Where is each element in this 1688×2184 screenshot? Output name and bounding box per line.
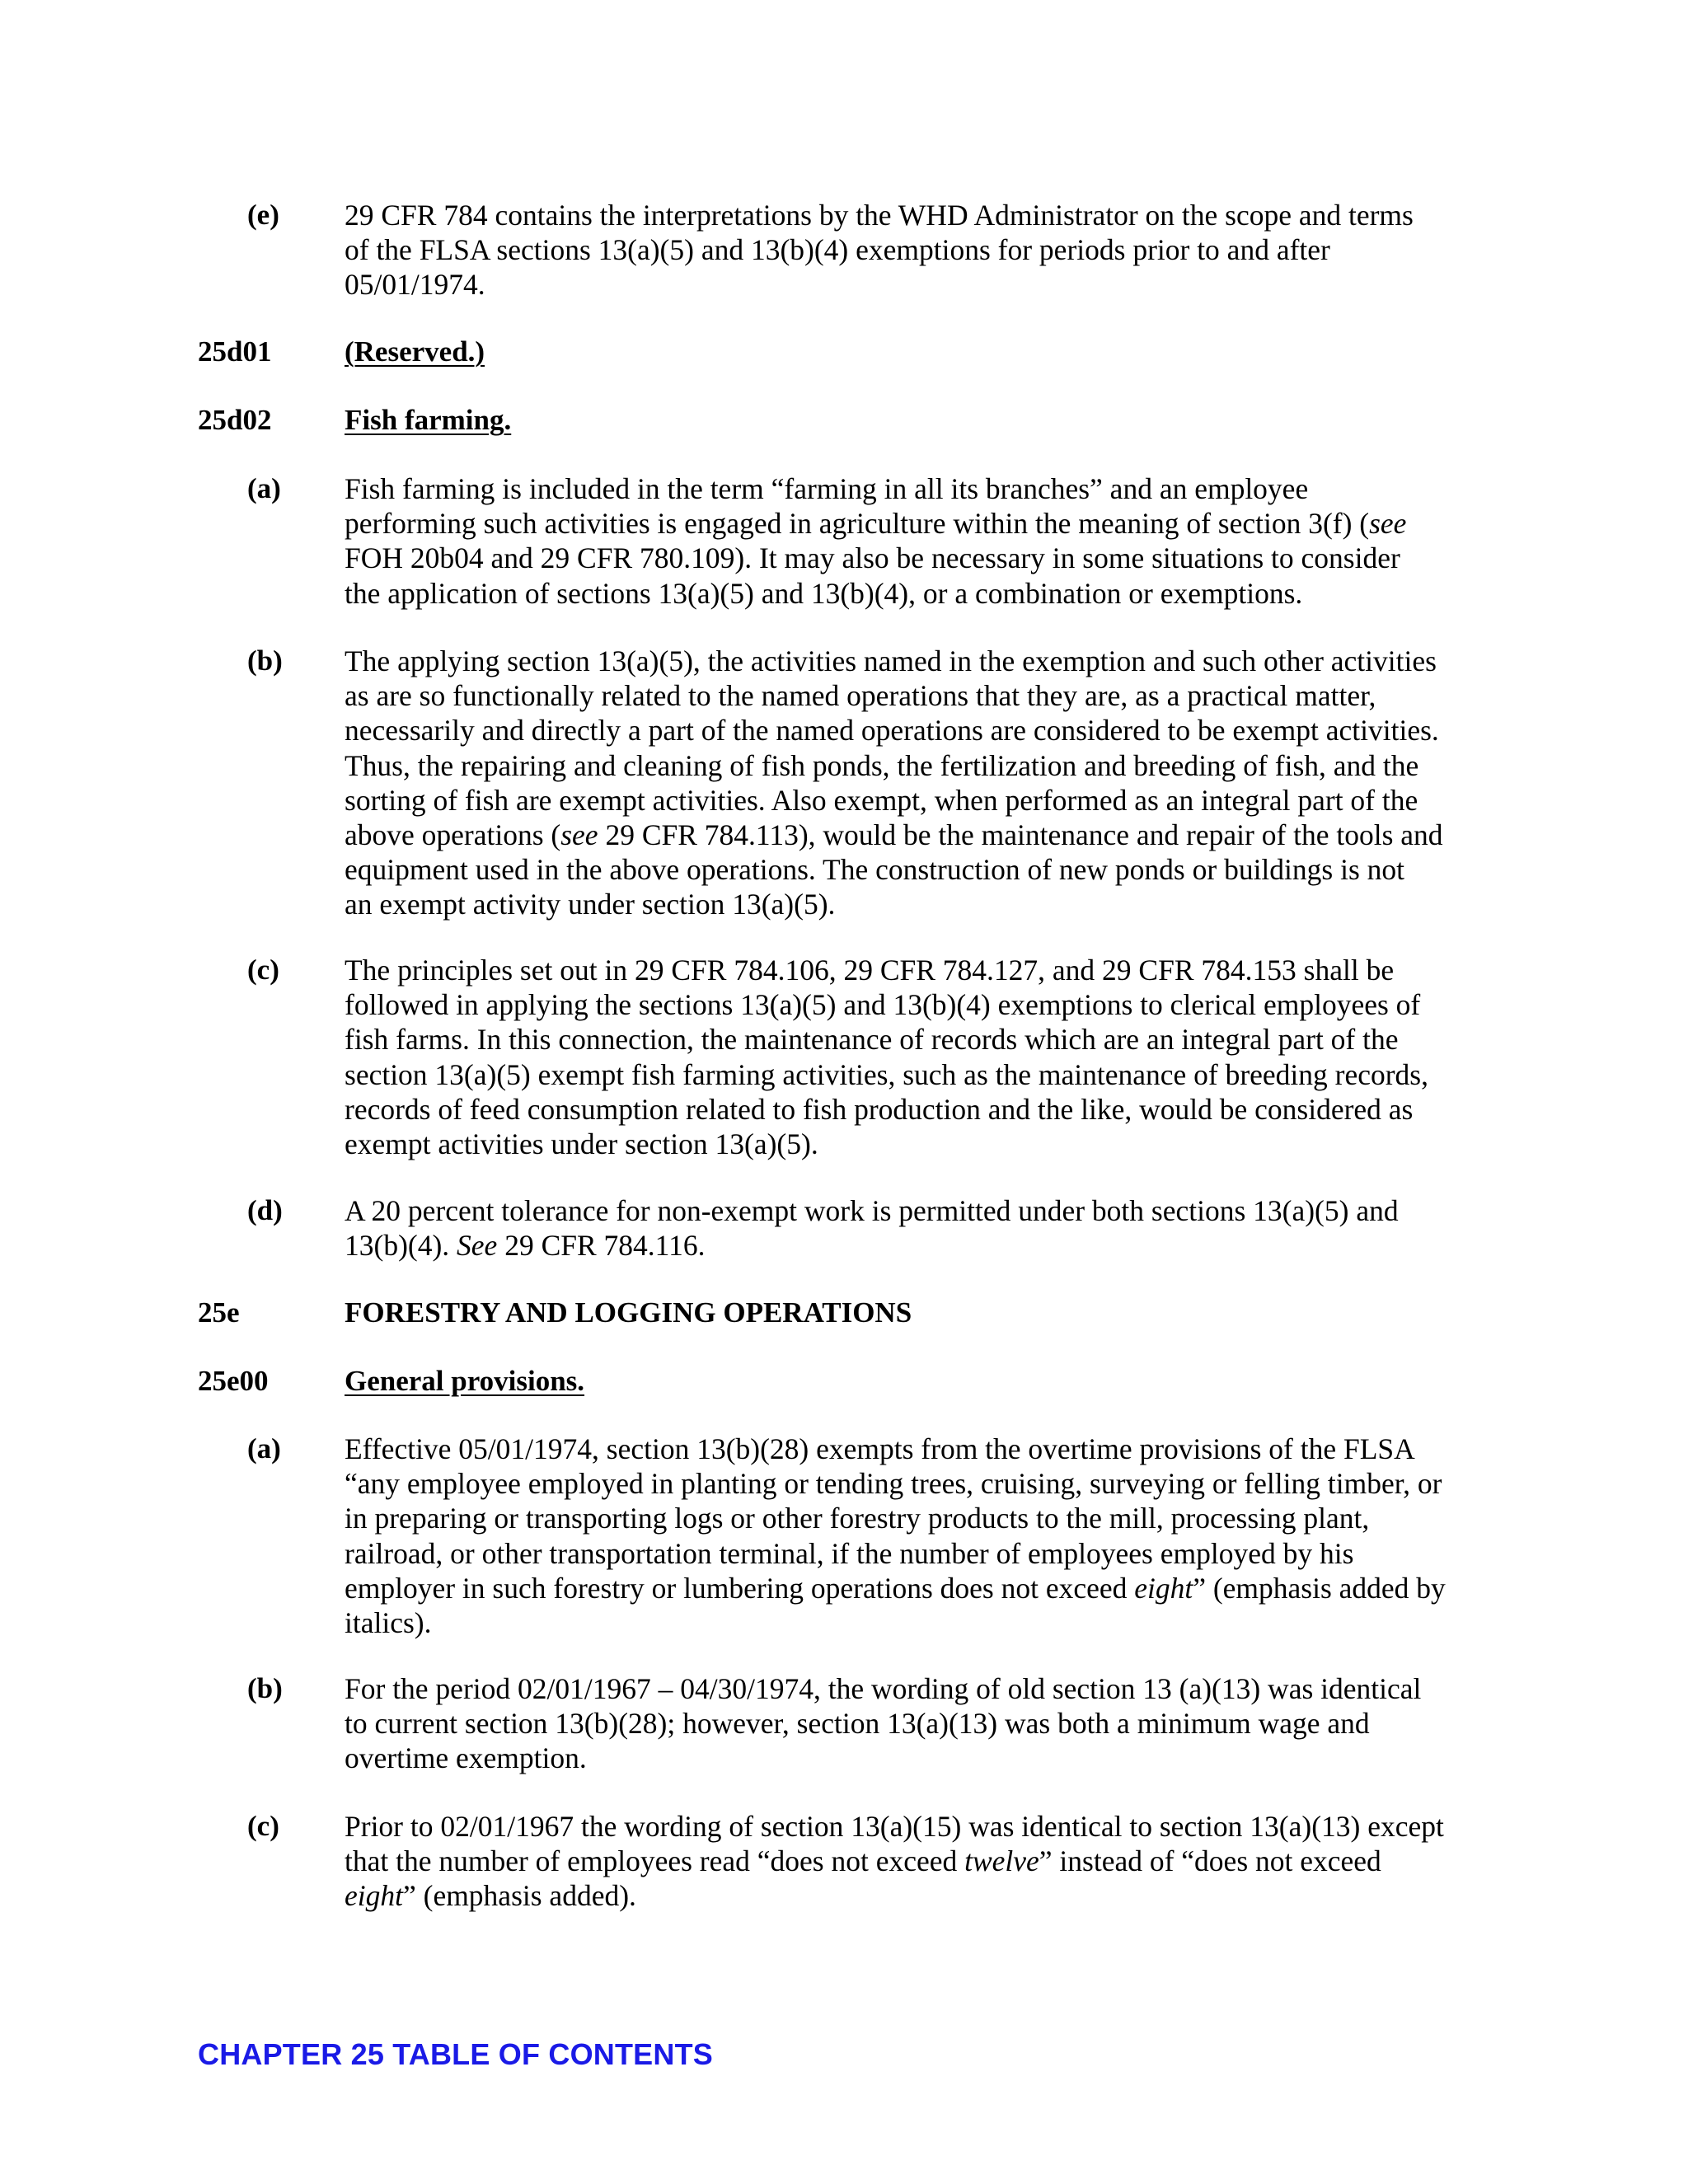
italic-text: twelve: [964, 1844, 1039, 1878]
text-run: 29 CFR 784.113), would be the maintenance and repair of the tools and: [598, 818, 1443, 851]
text-line: records of feed consumption related to fish production and the like, would be considered as: [345, 1092, 1414, 1126]
italic-text: see: [560, 818, 598, 851]
text-line: overtime exemption.: [345, 1741, 587, 1775]
text-line: Prior to 02/01/1967 the wording of section 13(a)(15) was identical to section 13(a)(13) except: [345, 1810, 1444, 1843]
text-line: FOH 20b04 and 29 CFR 780.109). It may also be necessary in some situations to consider: [345, 541, 1400, 575]
text-run: ” (emphasis added by: [1193, 1571, 1446, 1605]
text-run: 13(b)(4).: [345, 1229, 457, 1263]
paragraph-text: [345, 1432, 1490, 1640]
paragraph-text: [345, 644, 1490, 922]
text-line: [345, 818, 1490, 852]
text-line: Thus, the repairing and cleaning of fish ponds, the fertilization and breeding of fish, and the: [345, 748, 1419, 782]
text-line: The principles set out in 29 CFR 784.106, 29 CFR 784.127, and 29 CFR 784.153 shall be: [345, 954, 1395, 987]
paragraph-text: [345, 1671, 1490, 1776]
text-line: in preparing or transporting logs or other forestry products to the mill, processing plant,: [345, 1502, 1370, 1535]
text-run: performing such activities is engaged in agriculture within the meaning of section 3(f) (: [345, 507, 1370, 541]
item-label: (a): [247, 472, 281, 504]
text-line: [345, 1228, 1490, 1263]
text-line: [345, 1571, 1490, 1605]
item-label: (a): [247, 1432, 281, 1465]
paragraph-text: [345, 198, 1490, 302]
text-run: above operations (: [345, 818, 561, 851]
text-line: Effective 05/01/1974, section 13(b)(28) exempts from the overtime provisions of the FLSA: [345, 1432, 1415, 1465]
paragraph-text: [345, 1809, 1490, 1914]
section-title: Fish farming.: [345, 404, 512, 436]
text-line: “any employee employed in planting or tending trees, cruising, surveying or felling timber, or: [345, 1467, 1442, 1501]
item-label: (c): [247, 954, 279, 986]
text-run: ” instead of “does not exceed: [1039, 1844, 1381, 1878]
text-line: sorting of fish are exempt activities. Also exempt, when performed as an integral part of the: [345, 783, 1418, 817]
text-line: 05/01/1974.: [345, 268, 485, 302]
text-line: For the period 02/01/1967 – 04/30/1974, the wording of old section 13 (a)(13) was identical: [345, 1672, 1422, 1705]
section-title: FORESTRY AND LOGGING OPERATIONS: [345, 1296, 912, 1329]
text-run: that the number of employees read “does not exceed: [345, 1844, 965, 1878]
text-line: railroad, or other transportation terminal, if the number of employees employed by his: [345, 1536, 1354, 1570]
italic-text: eight: [1134, 1571, 1193, 1605]
text-line: A 20 percent tolerance for non-exempt work is permitted under both sections 13(a)(5) and: [345, 1194, 1399, 1227]
item-label: (d): [247, 1194, 283, 1226]
text-line: section 13(a)(5) exempt fish farming activities, such as the maintenance of breeding records,: [345, 1057, 1428, 1091]
text-line: as are so functionally related to the named operations that they are, as a practical matter,: [345, 679, 1376, 713]
item-label: (b): [247, 644, 283, 677]
item-label: (e): [247, 199, 279, 231]
section-number: 25e: [198, 1296, 240, 1329]
text-line: Fish farming is included in the term “farming in all its branches” and an employee: [345, 472, 1309, 505]
text-line: equipment used in the above operations. The construction of new ponds or buildings is not: [345, 853, 1405, 887]
text-line: an exempt activity under section 13(a)(5).: [345, 888, 836, 921]
text-line: to current section 13(b)(28); however, section 13(a)(13) was both a minimum wage and: [345, 1707, 1370, 1741]
paragraph-text: [345, 953, 1490, 1161]
item-label: (b): [247, 1672, 283, 1704]
text-line: the application of sections 13(a)(5) and 13(b)(4), or a combination or exemptions.: [345, 576, 1303, 610]
item-label: (c): [247, 1810, 279, 1842]
text-line: 29 CFR 784 contains the interpretations by the WHD Administrator on the scope and terms: [345, 199, 1414, 232]
text-line: followed in applying the sections 13(a)(5) and 13(b)(4) exemptions to clerical employees of: [345, 988, 1421, 1022]
text-line: [345, 1844, 1490, 1878]
text-run: employer in such forestry or lumbering operations does not exceed: [345, 1571, 1135, 1605]
chapter-toc-link[interactable]: CHAPTER 25 TABLE OF CONTENTS: [198, 2037, 713, 2071]
section-number: 25d02: [198, 404, 272, 436]
text-line: The applying section 13(a)(5), the activities named in the exemption and such other activities: [345, 644, 1437, 677]
paragraph-text: [345, 471, 1490, 611]
text-line: of the FLSA sections 13(a)(5) and 13(b)(4) exemptions for periods prior to and after: [345, 233, 1330, 267]
section-number: 25d01: [198, 335, 272, 368]
paragraph-text: [345, 1193, 1490, 1263]
text-run: ” (emphasis added).: [402, 1879, 636, 1913]
italic-text: see: [1369, 507, 1407, 541]
section-title: (Reserved.): [345, 335, 485, 368]
italic-text: eight: [345, 1879, 403, 1913]
italic-text: See: [457, 1229, 498, 1263]
text-line: [345, 1878, 1490, 1913]
text-line: fish farms. In this connection, the maintenance of records which are an integral part of the: [345, 1023, 1399, 1057]
text-run: 29 CFR 784.116.: [497, 1229, 706, 1263]
text-line: necessarily and directly a part of the named operations are considered to be exempt activities.: [345, 714, 1439, 748]
section-number: 25e00: [198, 1365, 269, 1397]
section-title: General provisions.: [345, 1365, 585, 1397]
text-line: italics).: [345, 1605, 432, 1639]
text-line: [345, 506, 1490, 541]
text-line: exempt activities under section 13(a)(5).: [345, 1127, 818, 1160]
